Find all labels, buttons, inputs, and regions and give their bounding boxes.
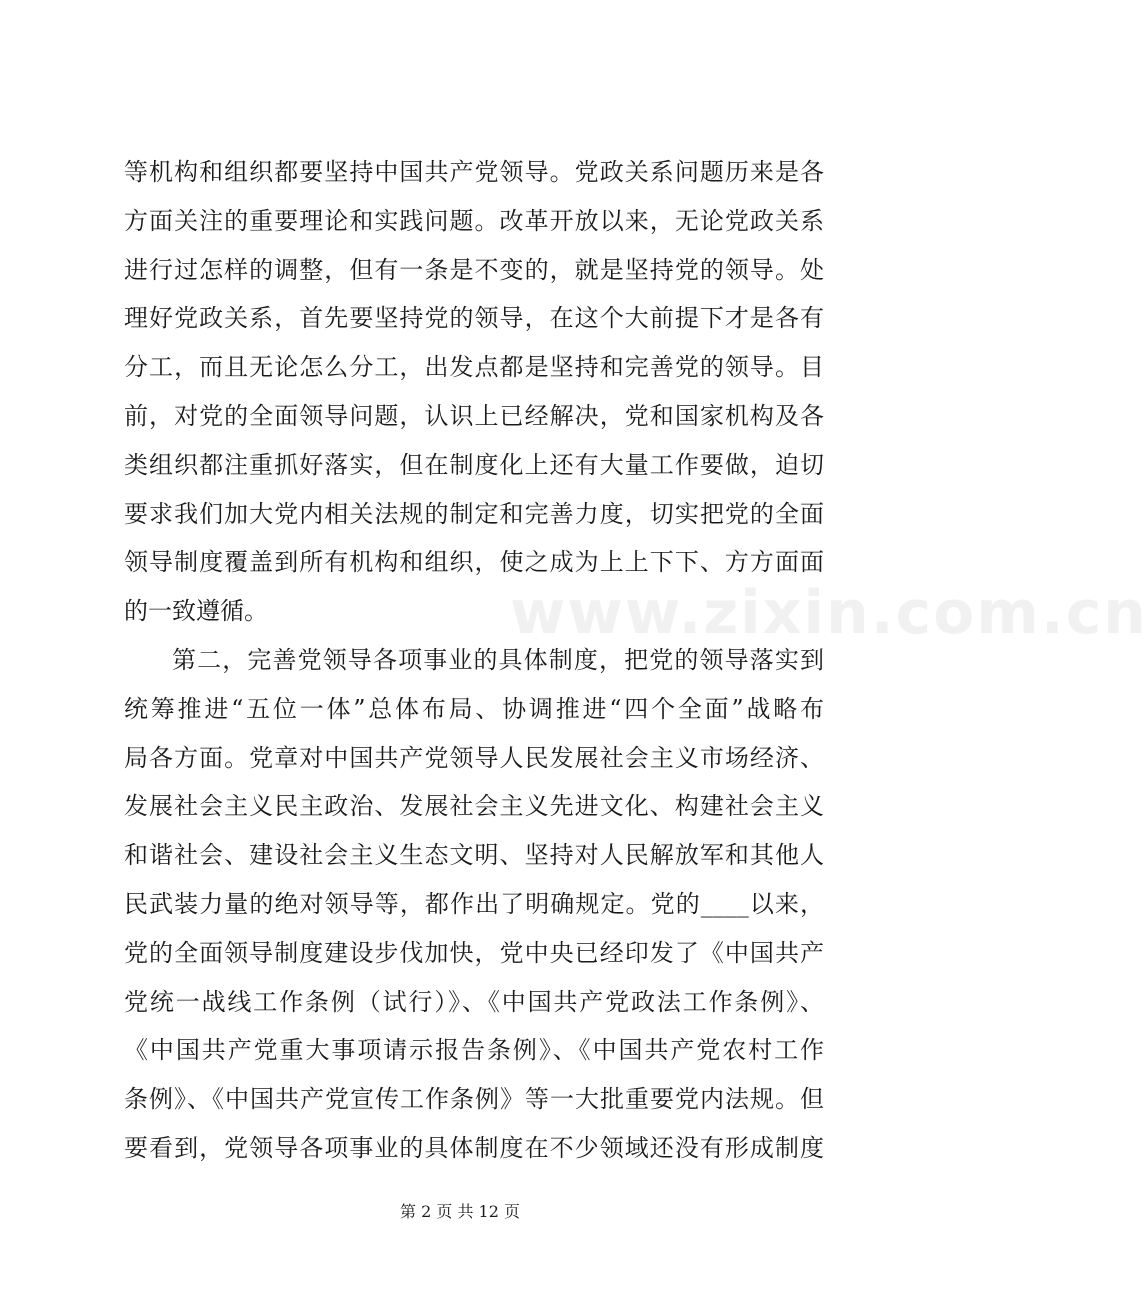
text-line: 理好党政关系，首先要坚持党的领导，在这个大前提下才是各有 <box>124 304 824 333</box>
text-line: 要看到，党领导各项事业的具体制度在不少领域还没有形成制度 <box>124 1133 824 1162</box>
text-line: 类组织都注重抓好落实，但在制度化上还有大量工作要做，迫切 <box>124 450 824 479</box>
text-line: 发展社会主义民主政治、发展社会主义先进文化、构建社会主义 <box>124 792 824 821</box>
text-line: 党统一战线工作条例（试行）》、《中国共产党政法工作条例》、 <box>124 987 824 1016</box>
text-line: 分工，而且无论怎么分工，出发点都是坚持和完善党的领导。目 <box>124 353 824 382</box>
body-text <box>124 148 824 1173</box>
text-line: 方面关注的重要理论和实践问题。改革开放以来，无论党政关系 <box>124 206 824 235</box>
text-line: 条例》、《中国共产党宣传工作条例》等一大批重要党内法规。但 <box>124 1085 824 1114</box>
text-line: 领导制度覆盖到所有机构和组织，使之成为上上下下、方方面面 <box>124 548 824 577</box>
text-line: 前，对党的全面领导问题，认识上已经解决，党和国家机构及各 <box>124 401 824 430</box>
paragraph-start-line: 第二，完善党领导各项事业的具体制度，把党的领导落实到 <box>172 645 824 674</box>
text-line: 党的全面领导制度建设步伐加快，党中央已经印发了《中国共产 <box>124 938 824 967</box>
text-line: 统筹推进“五位一体”总体布局、协调推进“四个全面”战略布 <box>124 694 824 723</box>
text-line: 进行过怎样的调整，但有一条是不变的，就是坚持党的领导。处 <box>124 255 824 284</box>
text-line: 等机构和组织都要坚持中国共产党领导。党政关系问题历来是各 <box>124 158 824 186</box>
text-line: 要求我们加大党内相关法规的制定和完善力度，切实把党的全面 <box>124 499 824 528</box>
text-line: 的一致遵循。 <box>124 597 268 626</box>
text-line: 局各方面。党章对中国共产党领导人民发展社会主义市场经济、 <box>124 743 824 772</box>
page-footer: 第 2 页 共 12 页 <box>400 1202 520 1221</box>
watermark: www.zixin.com.cn <box>510 578 1148 648</box>
text-line: 《中国共产党重大事项请示报告条例》、《中国共产党农村工作 <box>124 1036 824 1065</box>
text-line: 民武装力量的绝对领导等，都作出了明确规定。党的____以来， <box>124 889 824 918</box>
text-line: 和谐社会、建设社会主义生态文明、坚持对人民解放军和其他人 <box>124 841 824 870</box>
